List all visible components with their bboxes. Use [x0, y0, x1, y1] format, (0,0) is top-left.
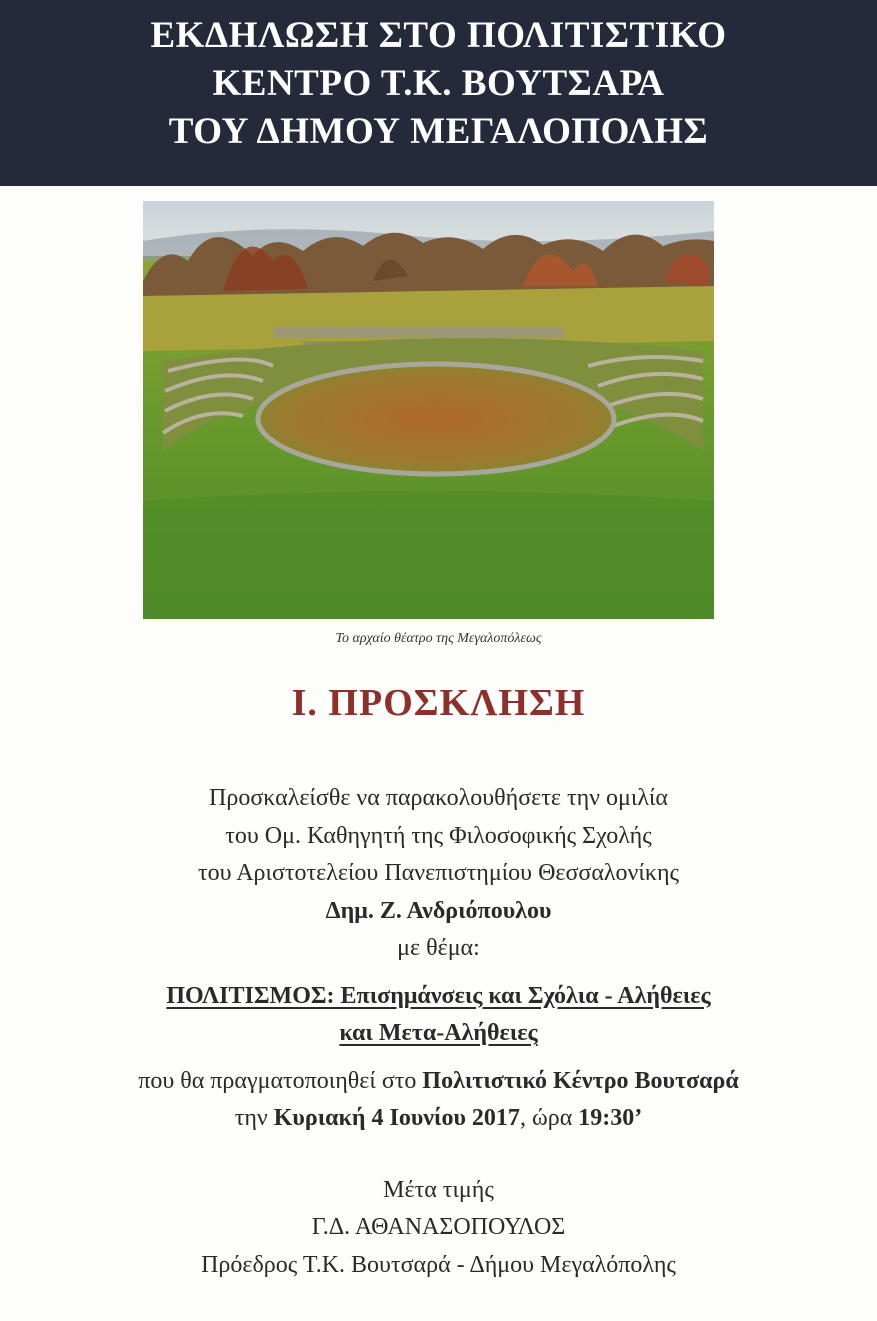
invitation-body [20, 780, 857, 1284]
event-time: 19:30’ [578, 1105, 643, 1131]
topic-line-2: και Μετα-Αλήθειες [339, 1020, 538, 1046]
signature-name: Γ.Δ. ΑΘΑΝΑΣΟΠΟΥΛΟΣ [311, 1214, 566, 1240]
theatre-photo [143, 201, 714, 619]
signature-role: Πρόεδρος Τ.Κ. Βουτσαρά - Δήμου Μεγαλόπολης [201, 1251, 676, 1278]
header-line-2: ΚΕΝΤΡΟ Τ.Κ. ΒΟΥΤΣΑΡΑ [212, 63, 665, 104]
venue-name: Πολιτιστικό Κέντρο Βουτσαρά [422, 1067, 739, 1094]
subject-intro: με θέμα: [397, 935, 480, 961]
time-prefix: , ώρα [519, 1105, 579, 1131]
invitation-title: Ι. ΠΡΟΣΚΛΗΣΗ [291, 682, 586, 724]
header-banner [0, 0, 877, 186]
invitation-line-2: του Ομ. Καθηγητή της Φιλοσοφικής Σχολής [225, 822, 652, 849]
invitation-line-1: Προσκαλείσθε να παρακολουθήσετε την ομιλία [209, 785, 668, 811]
event-date: Κυριακή 4 Ιουνίου 2017 [273, 1105, 520, 1131]
date-prefix: την [234, 1105, 274, 1131]
header-line-3: ΤΟΥ ΔΗΜΟΥ ΜΕΓΑΛΟΠΟΛΗΣ [168, 111, 709, 152]
venue-prefix: που θα πραγματοποιηθεί στο [138, 1067, 423, 1094]
date-line [20, 1100, 857, 1138]
signature-closing: Μέτα τιμής [383, 1176, 494, 1203]
photo-caption: Το αρχαίο θέατρο της Μεγαλοπόλεως [335, 631, 542, 646]
speaker-name: Δημ. Ζ. Ανδριόπουλου [325, 897, 552, 924]
header-line-1: ΕΚΔΗΛΩΣΗ ΣΤΟ ΠΟΛΙΤΙΣΤΙΚΟ [150, 15, 727, 56]
topic-line-1: ΠΟΛΙΤΙΣΜΟΣ: Επισημάνσεις και Σχόλια - Αλήθειες [166, 982, 711, 1009]
invitation-line-3: του Αριστοτελείου Πανεπιστημίου Θεσσαλονίκης [197, 860, 680, 886]
venue-line [20, 1063, 857, 1101]
